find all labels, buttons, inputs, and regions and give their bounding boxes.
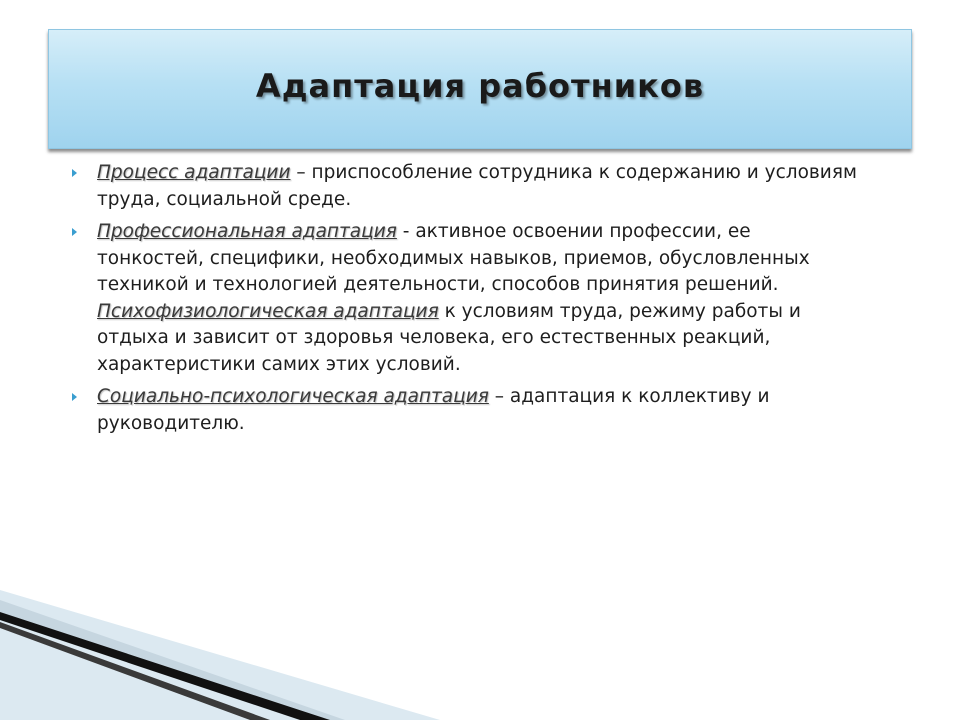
bullet-item-3 bbox=[62, 384, 862, 437]
bullet-text: – адаптация к коллективу и руководителю. bbox=[97, 386, 770, 434]
bullet-term: Социально-психологическая адаптация bbox=[97, 386, 489, 407]
bullet-text: - активное освоении профессии, ее тонкостей, специфики, необходимых навыков, приемов, обусловленных техникой и технологией деятельности, способов принятия решений. bbox=[97, 221, 810, 295]
bullet-term-secondary: Психофизиологическая адаптация bbox=[97, 300, 439, 322]
bullet-text-secondary: к условиям труда, режиму работы и отдыха и зависит от здоровья человека, его естественных реакций, характеристики самих этих условий. bbox=[97, 300, 801, 375]
bullet-term: Профессиональная адаптация bbox=[97, 221, 397, 242]
bullet-item-1 bbox=[62, 160, 862, 213]
decor-light-wedge bbox=[0, 590, 440, 720]
slide-title: Адаптация работников bbox=[255, 67, 705, 105]
bullet-arrow-icon bbox=[72, 160, 80, 186]
bullet-arrow-icon bbox=[72, 384, 80, 410]
bullet-arrow-icon bbox=[72, 219, 80, 245]
bullet-text: – приспособление сотрудника к содержанию и условиям труда, социальной среде. bbox=[97, 162, 857, 210]
bullet-list bbox=[62, 160, 862, 443]
corner-decoration bbox=[0, 590, 960, 720]
bullet-item-2 bbox=[62, 219, 862, 378]
bullet-term: Процесс адаптации bbox=[97, 162, 291, 183]
title-banner bbox=[48, 29, 912, 149]
